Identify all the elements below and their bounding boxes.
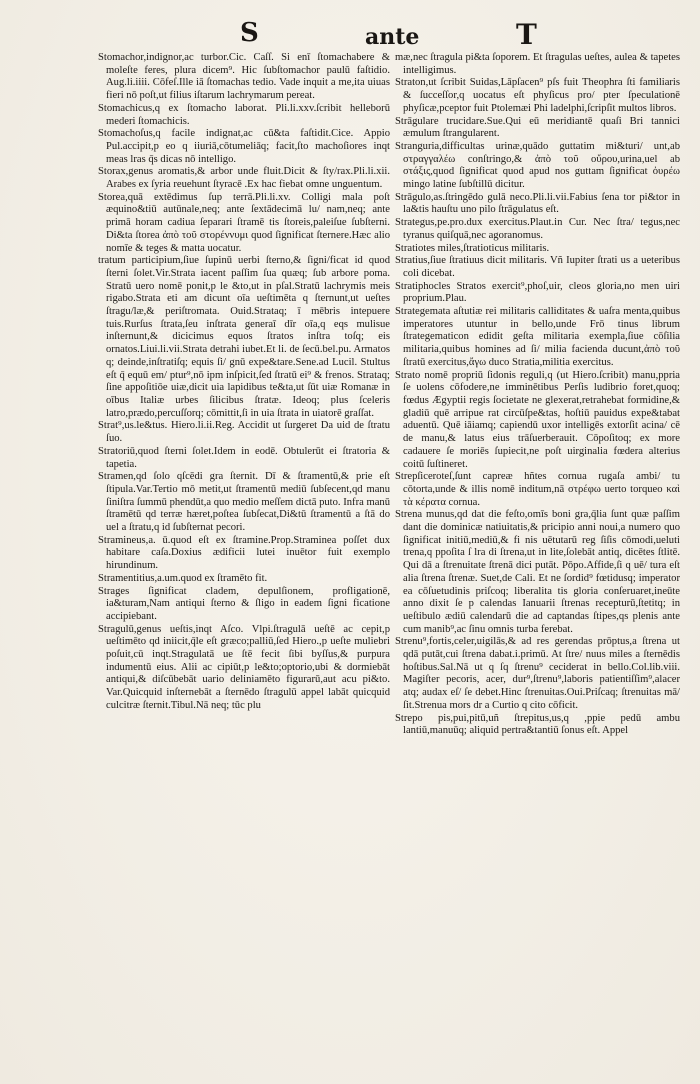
dictionary-entry: Strenu⁹,fortis,celer,uigilās,& ad res gerendas prōptus,a ſtrena ut qdā putāt,cui ſtrena dabat.i.primū. At ſtre/ nuus miles a ſternēdis hoſtibus.Sal.Nā ut q ſq ſtrenu⁹ ceciderat in bello.Col.lib.viii. Magiſter pecoris, acer, dur⁹,ſtrenu⁹,laboris patientiſſim⁹,alacer atq; audax eſ/ ſe debet.Hinc ſtrenuitas.Oui.Priſcaq; ſtrenuitas mā/ ſit.Strenua mors dr a Curtio q cito cōficit. xyxy=(395,636,680,711)
dictionary-entry: Strategus,pe.pro.dux exercitus.Plaut.in Cur. Nec ſtra/ tegus,nec tyranus quiſquā,nec agoranomus. xyxy=(395,217,680,241)
dictionary-entry: Stomachicus,q ex ſtomacho laborat. Pli.li.xxv.ſcribit helleborū mederi ſtomachicis. xyxy=(98,102,390,127)
dictionary-entry: Stratiphocles Stratos exercit⁹,phoſ,uir, cleos gloria,no men uiri proprium.Plau. xyxy=(395,280,680,305)
header-catchword: ante xyxy=(365,24,420,50)
running-header xyxy=(0,18,700,52)
dictionary-entry: Strena munus,qd dat die feſto,omīs boni gra,q̄lia ſunt quæ paſſim dant die dominicæ natiuitatis,& pricipio anni noui,a numero quo ſignificat initiū,mediū,& fi nis uētutarū reg ſiſis cōmodi,ueluti trena,q ppoſita ſ lra di ſtrena,ut in lite,ſolebāt antiq, dicētes ſtlitē. Qui dā a ſtrenuitate ſtrenā dici putāt. Pōpo.Affide,ſi q uē/ tura eſt alia ſtrena ſtrenæ. Suet,de Cali. Et ne ſordid⁹ fœtidusq; imperator ea cōſuetudinis priſcoq; liberalita tis gloria conſeruaret,ineūte anno dixit ſe p calendas Ianuarii ſtrenas recepturū,ſtetitq; in ueſtibulo ædiū calendarū die ad captandas ſtipes,qs plenis ante cum manib⁹,ac ſinu omnis turba ferebat. xyxy=(395,509,680,635)
dictionary-entry: Stramentitius,a.um.quod ex ſtramēto fit. xyxy=(98,572,268,584)
dictionary-entry: Stramen,qd ſolo qſcēdi gra ſternit. Dī & ſtramentū,& prie eſt ſtipula.Var.Tertio mō metit,ut ſtramentū mediū ſubſecent,qd manu ſiniſtra ſummū phendūt,a quo medio meſſem dictā puto. Infra manū ſtramētū qd terræ hæret,poſtea ſubſecat,Di&tū ſtramentū a ſtā do uel a ſtratu,q id ſubſternat pecori. xyxy=(98,471,390,534)
dictionary-entry: Stratius,ſiue ſtratiuus dicit militaris. Vñ Iupiter ſtrati us a ueteribus coli dicebat. xyxy=(395,255,680,279)
left-column xyxy=(98,52,390,713)
dictionary-entry: Stratiotes miles,ſtratioticus militaris. xyxy=(395,242,550,254)
dictionary-entry: Stratoriū,quod ſterni ſolet.Idem in eodē. Obtulerūt ei ſtratoria & tapetia. xyxy=(98,445,390,470)
dictionary-entry: Strepo pis,pui,pitū,uñ ſtrepitus,us,q ,ppie pedū ambu lantiū,manuūq; aliquid pertra&tantiū ſonus eſt. Appel xyxy=(395,712,680,737)
dictionary-entry: Strages ſignificat cladem, depulſionem, profligationē, ia&turam,Nam antiqui ſterno & ſligo in eadem ſigni ficatione accipiebant. xyxy=(98,585,390,622)
dictionary-entry: Stomachor,indignor,ac turbor.Cic. Caſſ. Si enī ſtomachabere & moleſte feres, plura dicem⁹. Hic ſubſtomachor paulū faſtidio. Aug.li.iiii. Cōfeſ.Ille iā ſtomachas tedio. Vade inquit a me,ita uiuas fieri nō poſt,ut filius iſtarum lachrymarum pereat. xyxy=(98,52,390,102)
header-left-initial: S xyxy=(240,18,259,48)
dictionary-entry: mæ,nec ſtragula pi&ta ſoporem. Et ſtragulas ueſtes, aulea & tapetes intelligimus. xyxy=(395,52,680,76)
header-right-initial: T xyxy=(516,18,537,51)
dictionary-entry: Strāgulare trucidare.Sue.Qui eū meridiantē quaſi Bri tannici æmulum ſtrangularent. xyxy=(395,115,680,140)
dictionary-entry: Strāgulo,as.ſtringēdo gulā neco.Pli.li.vii.Fabius ſena tor pi&tor in la&tis hauſtu uno pilo ſtrāgulatus eſt. xyxy=(395,191,680,216)
dictionary-entry: Stranguria,difficultas urinæ,quādo guttatim mi&turi/ unt,ab στραγγαλέω conſtringo,& ἀπὸ τοῦ οὔρου,urina,uel ab στάξις,quod ſignificat quod apud nos guttam ſignificat ὀυρέω mingo latine ſubſtillū dicitur. xyxy=(395,140,680,191)
dictionary-entry: Strat⁹,us.le&tus. Hiero.li.ii.Reg. Accidit ut ſurgeret Da uid de ſtratu ſuo. xyxy=(98,420,390,445)
dictionary-entry: Stomachoſus,q facile indignat,ac cū&ta faſtidit.Cice. Appio Pul.accipit,p eo q iiuriā,cōtumeliāq; facit,ſto machoſiores inqt meas lras q̄s dicas nō intelligo. xyxy=(98,128,390,165)
dictionary-entry: Straton,ut ſcribit Suidas,Lāpſacen⁹ pſs fuit Theophra ſti familiaris & ſucceſſor,q uocatus eſt phyſicus pro/ pter ſpeculationē phyſicæ,pceptor fuit Ptolemæi Phi ladelphi,ſcripſit multos libros. xyxy=(395,77,680,114)
right-column xyxy=(395,52,680,738)
dictionary-entry: tratum participium,ſiue ſupinū uerbi ſterno,& ſigni/ficat id quod ſterni ſolet.Vir.Strata iacent paſſim ſua quæq; ſub arbore poma. Stratū uero nomē ponit,p le &to,ut in pſal.Stratū lachrymis meis rigabo.Strata eti am dicunt oīa ueſtimēta q ſternunt,ut ueſtes ſtragu/læ,& periſtromata. Ouid.Strataq; ī mēbris intepuere tuis.Rurſus ſtrata,ſeu inſtrata generaī dīr oīa,q eqs mulisue inſternunt,& dicicimus equos ſtratos inſtra toſq; eis ornatos.Liui.li.vii.Strata detrahi iubet.Et li. de ſecū.bel.pu. Armatos q; deinde,inſtratiſq; equis ſi/ gnū expe&tare.Sene.ad Lucil. Stultus eſt q̄ equū em/ ptur⁹,nō ipm inſpicit,ſed ſtratū ei⁹ & frenos. Strataq; ſine appoſitiōe uiæ,dicit uia lapidibus te&ta,ut ſūt uiæ Romanæ in oībus Italiæ urbes ſilicibus ſtratæ. Ideoq; plus ſceleris latro,prædo,percuſſorq; cōmittit,ſi in uia ſtrata in uiatorē graſſat. xyxy=(98,255,390,419)
dictionary-entry: Stragulū,genus ueſtis,inqt Aſco. Vlpi.ſtragulā ueſtē ac cepit,p ueſtimēto qd iniicit,q̄le eſt græco;palliū,ſed Hiero.,p ueſte muliebri poſuit,cū inqt.Stragulatā ue ſtē fecit ſibi byſſus,& purpura indumentū eius. Alii ac cipiūt,p le&to;optorio,ubi & dormiebāt antiqui,& diſcūbebāt uario deliniamēto figurarū,aut acu pi&to. Var.Quicquid inſternebāt a ſternēdo ſtragulū appel labāt quicquid culcitræ ſternit.Tibul.Nā neq; tūc plu xyxy=(98,623,390,711)
dictionary-entry: Strato nomē propriū ſidonis reguli,q (ut Hiero.ſcribit) manu,ppria ſe uolens cōfodere,ne imminētibus Perſis ludibrio foret,quoq; fœdus Ægyptii regis ſocietate ne glexerat,retrahebat formidine,& gladiū quē arripue rat circūſpe&tas, hoſtiū pauidus expe&tabat aduentū. Quē iāiamq; capiendū uxor intelligēs extorſit acina/ cē de manu,& latus eius trāſuerberauit. Cōpoſitoq; ex more cadauere ſe moriēs ſupiecit,ne poſt uirginalia fœdera alterius coitū ſuſtineret. xyxy=(395,369,680,470)
dictionary-entry: Strategemata aſtutiæ rei militaris calliditates & uaſra menta,quibus imperatores utuntur in bello,unde Frō tinus librum ſtrategematicon edidit geſta militaria exempla,ſiue cōſilia militaria,quibus homines ad ſi/ milia facienda ducunt,ἀπὸ τοῦ ſtratū exercitus,ἄγω duco Stratia,militia exercitus. xyxy=(395,306,680,368)
dictionary-entry: Storax,genus aromatis,& arbor unde fluit.Dicit & ſty/rax.Pli.li.xii. Arabes ex ſyria reuehunt ſtyracē .Ex hac fiebat omne unguentum. xyxy=(98,166,390,191)
dictionary-entry: Stramineus,a. ū.quod eſt ex ſtramine.Prop.Straminea poſſet dux habitare caſa.Doxius ædificii lutei inuētor fuit exemplo hirundinum. xyxy=(98,534,390,572)
dictionary-entry: Strepſiceroteſ,ſunt capreæ hñtes cornua rugaſa ambi/ tu cōtorta,unde & illis nomē inditum,nā στρέφω uerto torqueo καὶ τὰ κέρατα cornua. xyxy=(395,471,680,508)
dictionary-entry: Storea,quā extēdimus ſup terrā.Pli.li.xv. Colligi mala poſt æquino&tiū autūnale,neq; ante ſextādecimā lu/ nam,neq; ante primā horam cadiua ſeparari ſtramē tis ſtoreis,paleiſue ſubſterni. Di&ta ſtorea ἀπὸ τοῦ στορέννυμι quod ſignificat ſternere.Hæc alio nomīe & teges & matta uocatur. xyxy=(98,191,390,254)
